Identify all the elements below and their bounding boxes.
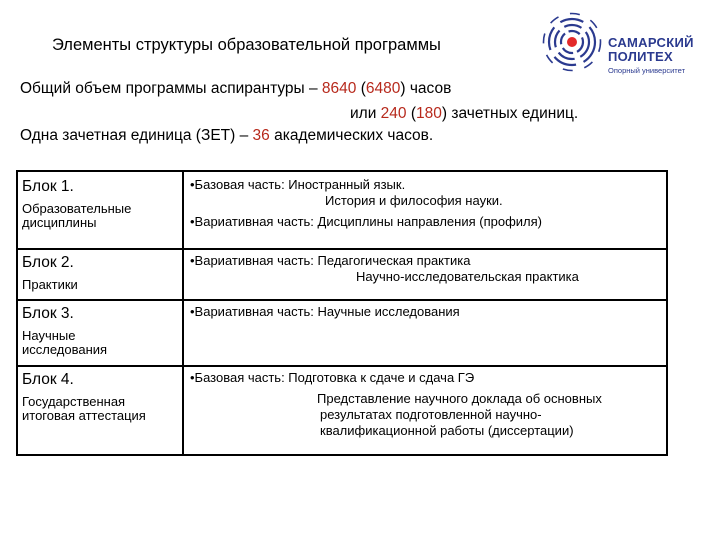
content-line: •Вариативная часть: Дисциплины направления (профиля) [190, 214, 542, 229]
block-cell [18, 299, 184, 365]
content-line: История и философия науки. [325, 193, 503, 208]
block-description: Образовательные дисциплины [22, 201, 132, 230]
table-row [18, 172, 666, 250]
block-name: Блок 4. [22, 371, 74, 388]
logo-line1: САМАРСКИЙ [608, 35, 694, 50]
table-row [18, 299, 666, 367]
table-row [18, 365, 666, 454]
content-line: квалификационной работы (диссертации) [320, 423, 574, 438]
block-name: Блок 1. [22, 178, 74, 195]
content-line: •Базовая часть: Иностранный язык. [190, 177, 406, 192]
content-line: •Вариативная часть: Педагогическая практика [190, 253, 471, 268]
page-title: Элементы структуры образовательной программы [52, 36, 441, 54]
block-name: Блок 3. [22, 305, 74, 322]
table-row [18, 248, 666, 301]
block-description: Практики [22, 277, 78, 292]
block-description: Государственная итоговая аттестация [22, 394, 146, 423]
summary-hours-alt: 6480 [365, 80, 401, 97]
university-logo [542, 12, 712, 87]
logo-emblem-icon [542, 12, 602, 72]
content-line: результатах подготовленной научно- [320, 407, 542, 422]
block-name: Блок 2. [22, 254, 74, 271]
block-cell [18, 248, 184, 299]
content-line: Научно-исследовательская практика [356, 269, 579, 284]
summary-credits-alt: 180 [416, 105, 442, 122]
summary-line-1: Общий объем программы аспирантуры – 8640 (6480) часов [20, 80, 452, 97]
logo-tagline: Опорный университет [608, 66, 686, 75]
content-line: •Базовая часть: Подготовка к сдаче и сдача ГЭ [190, 370, 475, 385]
content-cell [184, 248, 666, 299]
content-cell [184, 365, 666, 454]
content-cell [184, 172, 666, 248]
block-cell [18, 365, 184, 454]
block-cell [18, 172, 184, 248]
block-description: Научные исследования [22, 328, 108, 357]
content-line: Представление научного доклада об основных [317, 391, 602, 406]
summary-line-3: Одна зачетная единица (ЗЕТ) – 36 академических часов. [20, 127, 434, 144]
summary-credits-total: 240 [380, 105, 407, 122]
structure-table [16, 170, 668, 456]
content-line: •Вариативная часть: Научные исследования [190, 304, 460, 319]
summary-hours-per-credit: 36 [252, 127, 270, 144]
logo-line2: ПОЛИТЕХ [608, 49, 673, 64]
summary-line-2: или 240 (180) зачетных единиц. [350, 105, 579, 122]
summary-hours-total: 8640 [321, 80, 357, 97]
content-cell [184, 299, 666, 365]
